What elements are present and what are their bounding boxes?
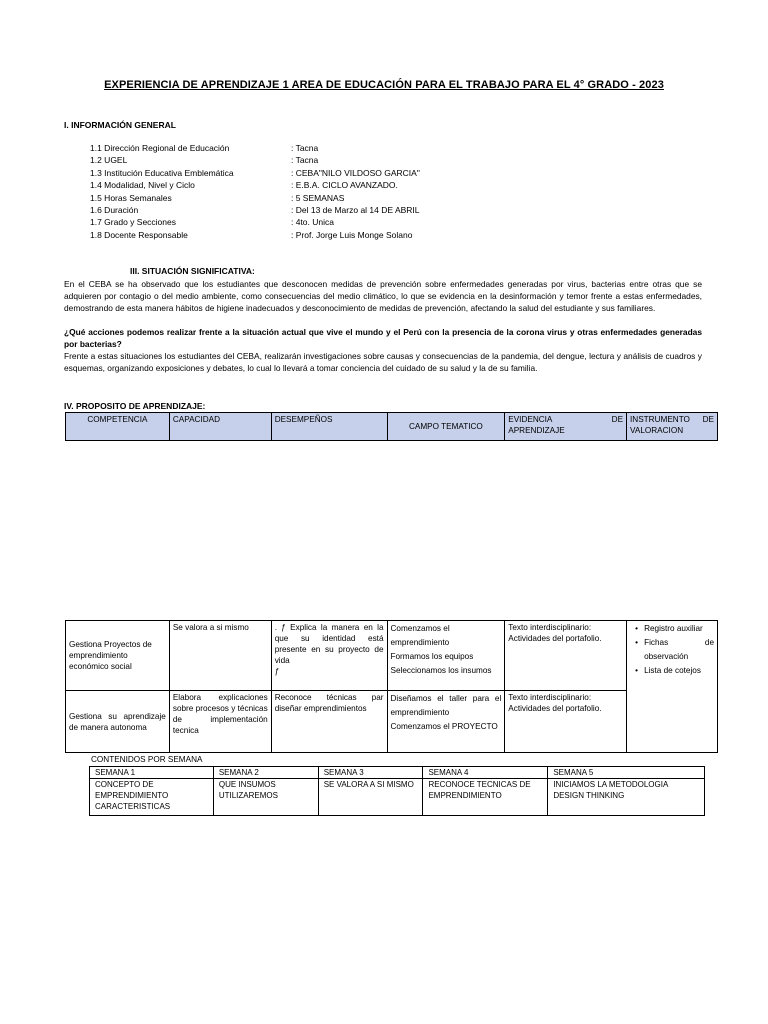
info-value: : E.B.A. CICLO AVANZADO. xyxy=(291,180,398,191)
week-content: INICIAMOS LA METODOLOGIA DESIGN THINKING xyxy=(548,779,705,816)
section-situation-heading: III. SITUACIÓN SIGNIFICATIVA: xyxy=(130,266,255,276)
instrumento-item: • Registro auxiliar xyxy=(644,622,714,636)
instrumento-cell xyxy=(627,621,718,753)
campo-cell xyxy=(387,621,505,691)
purpose-header-table xyxy=(65,412,718,441)
competencia-cell: Gestiona Proyectos de emprendimiento económico social xyxy=(66,621,170,691)
campo-line: Seleccionamos los insumos xyxy=(390,666,492,675)
week-content: RECONOCE TECNICAS DE EMPRENDIMIENTO xyxy=(423,779,548,816)
campo-line: Comenzamos el PROYECTO xyxy=(390,722,498,731)
instrumento-item: • Lista de cotejos xyxy=(644,664,714,678)
info-value: : Prof. Jorge Luis Monge Solano xyxy=(291,229,413,240)
situation-response: Frente a estas situaciones los estudiantes del CEBA, realizarán investigaciones sobre causas y consecuencias de la pandemia, del dengue, lectura y análisis de cuadros y esquemas, organizando exposiciones y debates, lo cual lo llevará a tomar conciencia del cuidado de su salud y la de su familia. xyxy=(64,351,702,373)
info-label: 1.5 Horas Semanales xyxy=(90,192,172,203)
header-capacidad: CAPACIDAD xyxy=(169,413,271,441)
week-label: SEMANA 3 xyxy=(318,767,423,779)
info-label: 1.1 Dirección Regional de Educación xyxy=(90,143,230,153)
desempenos-extra: ƒ xyxy=(274,667,280,676)
table-row xyxy=(66,621,718,691)
situation-paragraph: En el CEBA se ha observado que los estudiantes que desconocen medidas de prevención sobre enfermedades generadas por virus, bacterias entre otras que se adquieren por contagio o del medio ambiente, como consecuencias del medio climático, lo que se evidencia en la desinformación y temor frente a estas enfermedades, demostrando de esta manera hábitos de higiene inadecuados y desconocimiento de medidas de prevención, afectando la salud del estudiante y sus familiares. xyxy=(64,279,702,313)
info-label: 1.7 Grado y Secciones xyxy=(90,217,176,228)
week-label: SEMANA 5 xyxy=(548,767,705,779)
campo-line: Comenzamos el emprendimiento xyxy=(390,624,450,647)
desempenos-text: . ƒ Explica la manera en la que su identidad está presente en su proyecto de vida xyxy=(274,623,384,665)
header-competencia: COMPETENCIA xyxy=(66,413,170,441)
info-value: : 4to. Unica xyxy=(291,217,334,228)
week-content: SE VALORA A SI MISMO xyxy=(318,779,423,816)
weekly-contents-table xyxy=(89,766,705,816)
desempenos-cell: Reconoce técnicas par diseñar emprendimientos xyxy=(271,691,387,753)
info-value: : Tacna xyxy=(291,155,319,166)
info-value: : Tacna xyxy=(291,143,319,153)
campo-line: Diseñamos el taller para el emprendimiento xyxy=(390,694,502,717)
header-desempenos: DESEMPEÑOS xyxy=(271,413,387,441)
section-purpose-heading: IV. PROPOSITO DE APRENDIZAJE: xyxy=(64,401,206,411)
header-evidencia: EVIDENCIA DE APRENDIZAJE xyxy=(505,413,627,441)
document-title: EXPERIENCIA DE APRENDIZAJE 1 AREA DE EDUCACIÓN PARA EL TRABAJO PARA EL 4° GRADO - 2023 xyxy=(104,79,664,91)
info-value: : Del 13 de Marzo al 14 DE ABRIL xyxy=(291,205,420,215)
week-label: SEMANA 1 xyxy=(90,767,214,779)
info-label: 1.8 Docente Responsable xyxy=(90,229,188,240)
header-campo-tematico: CAMPO TEMATICO xyxy=(387,413,505,441)
info-value: : 5 SEMANAS xyxy=(291,192,345,203)
weeks-label-row xyxy=(90,767,705,779)
desempenos-cell xyxy=(271,621,387,691)
info-label: 1.2 UGEL xyxy=(90,155,128,166)
weeks-heading: CONTENIDOS POR SEMANA xyxy=(91,755,203,764)
instrumento-item: • Fichas de observación xyxy=(644,636,714,664)
evidencia-cell: Texto interdisciplinario: Actividades del portafolio. xyxy=(505,621,627,691)
week-content: QUE INSUMOS UTILIZAREMOS xyxy=(213,779,318,816)
info-label: 1.4 Modalidad, Nivel y Ciclo xyxy=(90,180,195,191)
campo-cell xyxy=(387,691,505,753)
capacidad-cell: Elabora explicaciones sobre procesos y técnicas de implementación tecnica xyxy=(169,691,271,753)
info-label: 1.3 Institución Educativa Emblemática xyxy=(90,167,234,178)
weeks-content-row xyxy=(90,779,705,816)
week-label: SEMANA 4 xyxy=(423,767,548,779)
situation-question: ¿Qué acciones podemos realizar frente a la situación actual que vive el mundo y el Perú con la presencia de la corona virus y otras enfermedades generadas por bacterias? xyxy=(64,327,702,349)
competencia-cell: Gestiona su aprendizaje de manera autonoma xyxy=(66,691,170,753)
info-label: 1.6 Duración xyxy=(90,205,139,215)
campo-line: Formamos los equipos xyxy=(390,652,474,661)
purpose-body-table xyxy=(65,620,718,753)
table-row xyxy=(66,691,718,753)
info-value: : CEBA"NILO VILDOSO GARCIA" xyxy=(291,167,420,178)
week-label: SEMANA 2 xyxy=(213,767,318,779)
section-general-info-heading: I. INFORMACIÓN GENERAL xyxy=(64,120,176,130)
evidencia-cell: Texto interdisciplinario: Actividades del portafolio. xyxy=(505,691,627,753)
week-content: CONCEPTO DE EMPRENDIMIENTO CARACTERISTICAS xyxy=(90,779,214,816)
header-instrumento: INSTRUMENTO DE VALORACION xyxy=(627,413,718,441)
capacidad-cell: Se valora a si mismo xyxy=(169,621,271,691)
